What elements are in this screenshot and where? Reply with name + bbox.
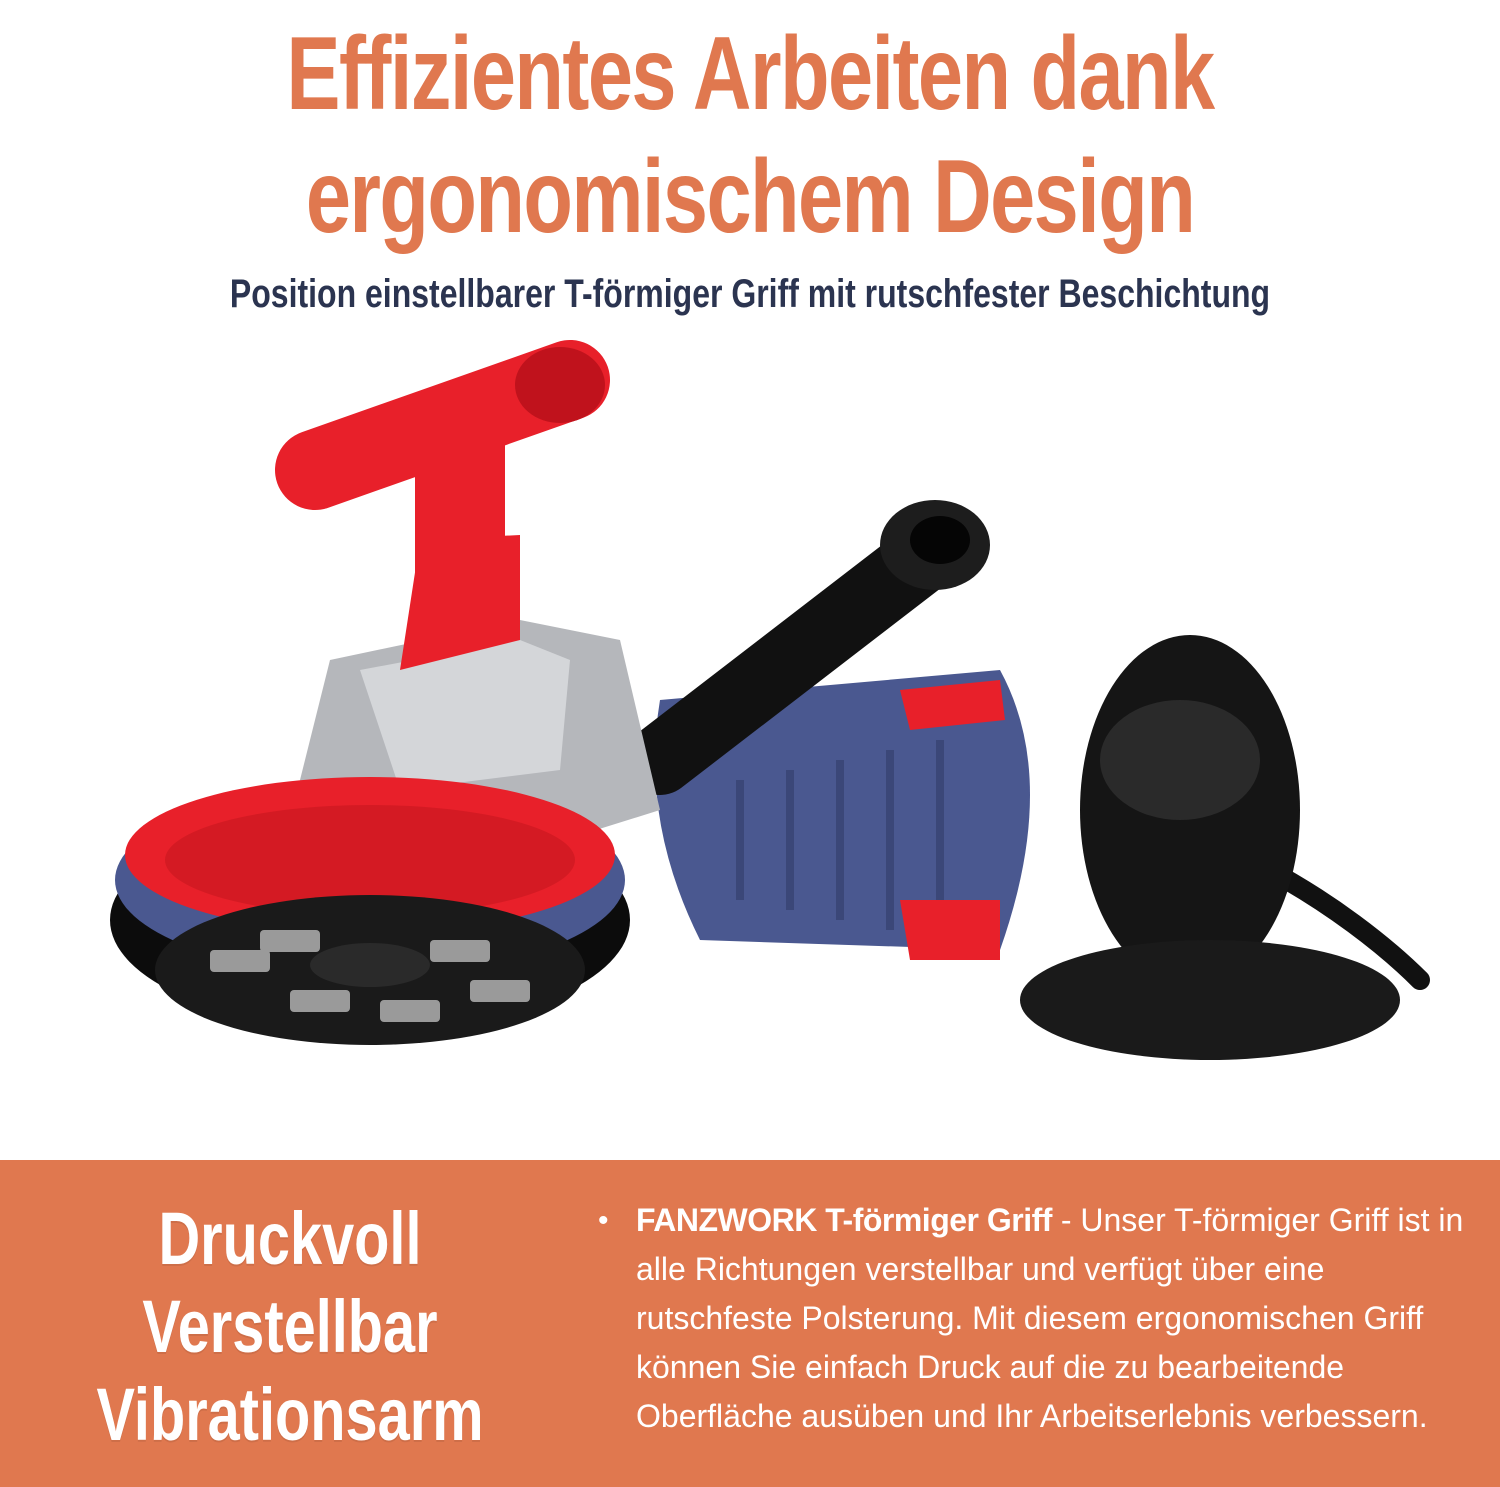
headline-line-2: ergonomischem Design bbox=[305, 139, 1195, 255]
description-text: Unser T-förmiger Griff ist in alle Richtungen verstellbar und verfügt über eine rutschfeste Polsterung. Mit diesem ergonomischen Griff können Sie einfach Druck auf die zu bearbeitende Oberfläche ausüben und Ihr Arbeitserlebnis verbessern. bbox=[636, 1202, 1464, 1434]
feature-item: Druckvoll bbox=[158, 1197, 422, 1280]
description-body bbox=[636, 1196, 1478, 1441]
feature-list bbox=[20, 1195, 560, 1459]
feature-item: Verstellbar bbox=[142, 1285, 438, 1368]
angle-grinder-icon bbox=[100, 340, 1430, 1120]
description bbox=[598, 1196, 1478, 1441]
description-lead: FANZWORK T-förmiger Griff bbox=[636, 1202, 1052, 1238]
subtitle: Position einstellbarer T-förmiger Griff mit rutschfester Beschichtung bbox=[229, 272, 1271, 316]
description-separator: - bbox=[1051, 1202, 1081, 1238]
feature-item: Vibrationsarm bbox=[96, 1373, 484, 1456]
bullet-icon: • bbox=[598, 1204, 609, 1237]
headline-line-1: Effizientes Arbeiten dank bbox=[286, 16, 1214, 132]
